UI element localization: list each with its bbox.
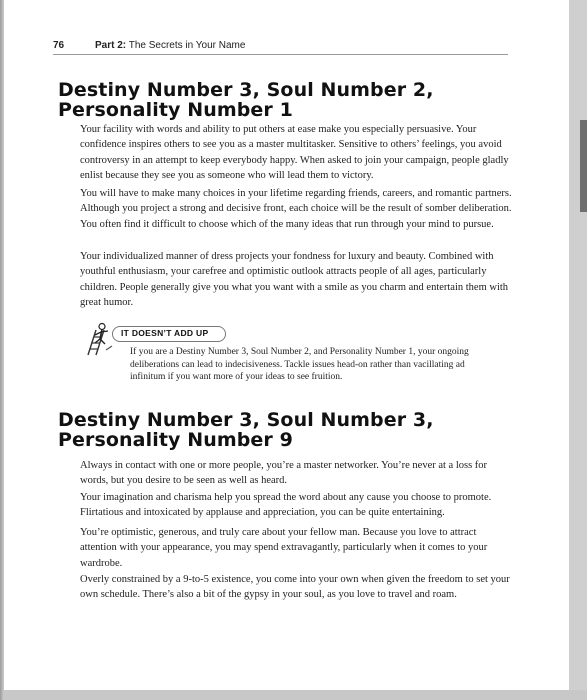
section1-paragraph-1: Your facility with words and ability to put others at ease make you especially persuasive. Your confidence inspires others to see you as a master multitasker. Sensitive to others’ feelings, you avoid controversy in an attempt to keep everybody happy. When asked to join your campaign, people gladly enlist because they see you as someone who will lead them to victory. [80, 124, 509, 182]
section2-paragraph-2: Your imagination and charisma help you spread the word about any cause you choose to promote. Flirtatious and intoxicated by applause and appreciation, you can be quite entertaining. [80, 492, 492, 519]
running-head [53, 40, 508, 55]
ladder-figure-icon [82, 322, 114, 356]
part-title [95, 40, 245, 51]
section1-paragraph-3: Your individualized manner of dress projects your fondness for luxury and beauty. Combined with youthful enthusiasm, your carefree and optimistic outlook attracts people of all ages, particularly children. People generally give you what you want with a smile as you charm and entertain them with great humor. [80, 251, 509, 309]
bottom-gutter [4, 690, 587, 700]
part-name: The Secrets in Your Name [126, 40, 246, 51]
thumb-tab-marker [580, 120, 587, 212]
callout-text: If you are a Destiny Number 3, Soul Number 2, and Personality Number 1, your ongoing deliberations can lead to indecisiveness. Tackle issues head-on rather than vacillating ad infinitum if you want more of your ideas to see fruition. [130, 347, 469, 382]
part-label: Part 2: [95, 40, 127, 51]
callout-title-badge [112, 326, 226, 342]
section2-paragraph-4: Overly constrained by a 9-to-5 existence, you come into your own when given the freedom to set your own schedule. There’s also a bit of the gypsy in your soul, as you love to travel and roam. [80, 574, 510, 601]
section-heading-1: Destiny Number 3, Soul Number 2, Personality Number 1 [58, 79, 434, 121]
section2-paragraph-3: You’re optimistic, generous, and truly care about your fellow man. Because you love to attract attention with your appearance, you may spend extravagantly, particularly when it comes to your wardrobe. [80, 527, 488, 569]
section2-paragraph-1: Always in contact with one or more people, you’re a master networker. You’re never at a loss for words, but you desire to be seen as well as heard. [80, 460, 488, 487]
section1-paragraph-2: You will have to make many choices in your lifetime regarding friends, careers, and romantic partners. Although you project a strong and decisive front, each choice will be the result of somber deliberation. You often find it difficult to choose which of the many ideas that run through your mind to pursue. [80, 188, 512, 230]
page-number: 76 [53, 40, 65, 51]
right-gutter [569, 0, 587, 700]
callout-title: IT DOESN’T ADD UP [121, 328, 209, 338]
section-heading-2: Destiny Number 3, Soul Number 3, Personality Number 9 [58, 409, 434, 451]
